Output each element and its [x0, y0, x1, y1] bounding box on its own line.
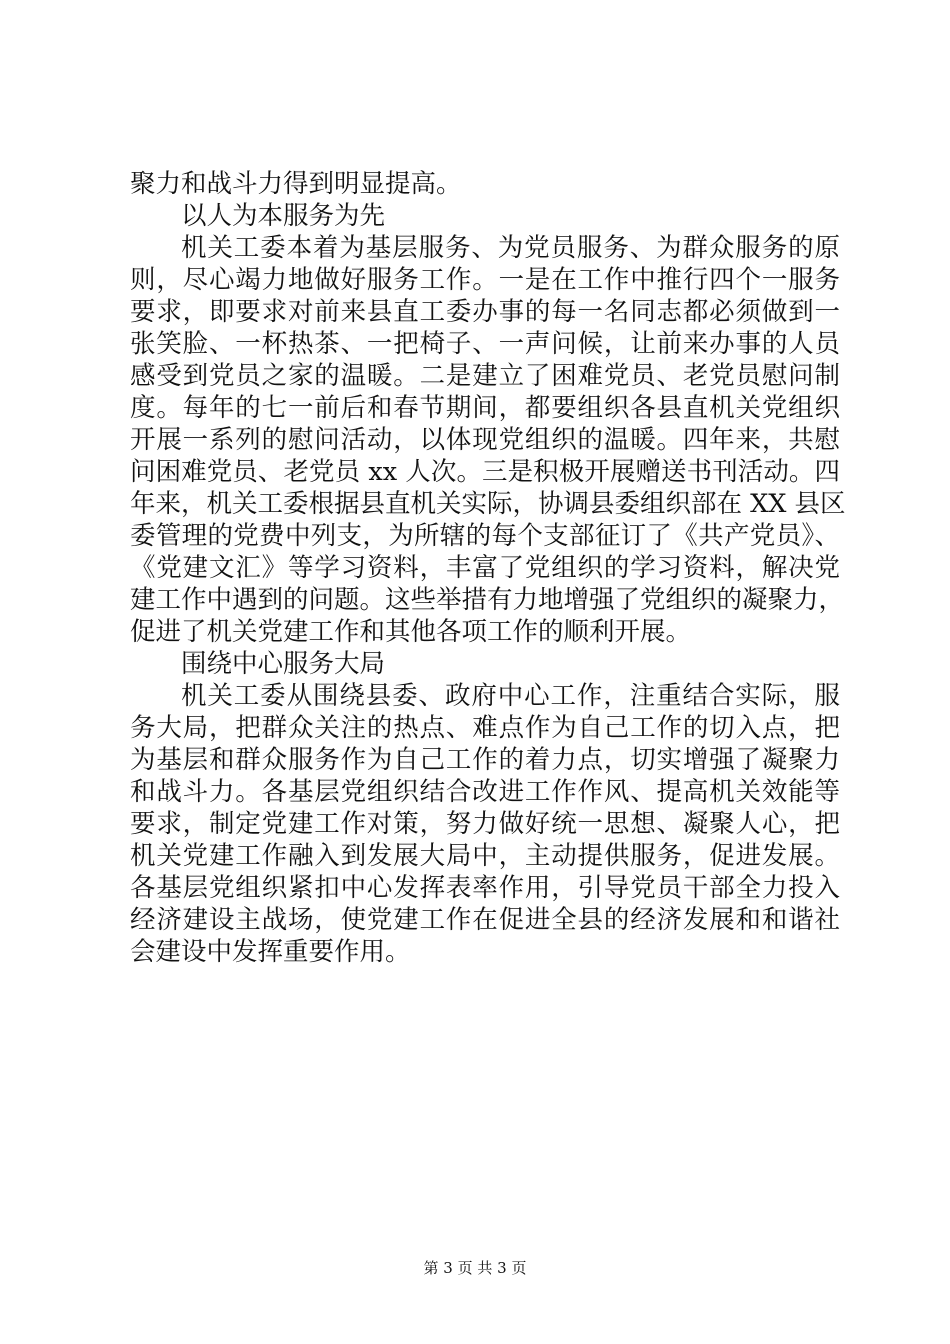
paragraph-line: 机关工委从围绕县委、政府中心工作，注重结合实际，服	[181, 681, 840, 711]
paragraph-line: 为基层和群众服务作为自己工作的着力点，切实增强了凝聚力	[130, 745, 840, 775]
paragraph-line: 问困难党员、老党员 xx 人次。三是积极开展赠送书刊活动。四	[130, 457, 840, 487]
paragraph-line: 年来，机关工委根据县直机关实际，协调县委组织部在 XX 县区	[130, 489, 846, 519]
paragraph-line: 要求，制定党建工作对策，努力做好统一思想、凝聚人心，把	[130, 809, 840, 839]
section-heading-center-service: 围绕中心服务大局	[181, 649, 386, 679]
paragraph-line: 各基层党组织紧扣中心发挥表率作用，引导党员干部全力投入	[130, 873, 840, 903]
document-body	[130, 168, 846, 968]
continuation-line: 聚力和战斗力得到明显提高。	[130, 169, 462, 199]
page-number: 第 3 页 共 3 页	[423, 1259, 527, 1277]
paragraph-line: 机关工委本着为基层服务、为党员服务、为群众服务的原	[181, 233, 840, 263]
paragraph-service	[130, 232, 846, 648]
paragraph-line: 张笑脸、一杯热茶、一把椅子、一声问候，让前来办事的人员	[130, 329, 840, 359]
paragraph-line: 促进了机关党建工作和其他各项工作的顺利开展。	[130, 617, 692, 647]
paragraph-line: 感受到党员之家的温暖。二是建立了困难党员、老党员慰问制	[130, 361, 840, 391]
paragraph-center	[130, 680, 840, 968]
page-footer	[0, 1258, 950, 1278]
section-heading-people-first: 以人为本服务为先	[181, 201, 386, 231]
paragraph-line: 度。每年的七一前后和春节期间，都要组织各县直机关党组织	[130, 393, 840, 423]
paragraph-line: 要求，即要求对前来县直工委办事的每一名同志都必须做到一	[130, 297, 840, 327]
paragraph-line: 则，尽心竭力地做好服务工作。一是在工作中推行四个一服务	[130, 265, 840, 295]
paragraph-line: 机关党建工作融入到发展大局中，主动提供服务，促进发展。	[130, 841, 840, 871]
paragraph-line: 务大局，把群众关注的热点、难点作为自己工作的切入点，把	[130, 713, 840, 743]
paragraph-line: 和战斗力。各基层党组织结合改进工作作风、提高机关效能等	[130, 777, 840, 807]
paragraph-line: 开展一系列的慰问活动，以体现党组织的温暖。四年来，共慰	[130, 425, 840, 455]
paragraph-line: 《党建文汇》等学习资料，丰富了党组织的学习资料，解决党	[130, 553, 840, 583]
paragraph-line: 经济建设主战场，使党建工作在促进全县的经济发展和和谐社	[130, 905, 840, 935]
paragraph-line: 建工作中遇到的问题。这些举措有力地增强了党组织的凝聚力，	[130, 585, 845, 615]
paragraph-line: 委管理的党费中列支，为所辖的每个支部征订了《共产党员》、	[130, 521, 840, 551]
paragraph-line: 会建设中发挥重要作用。	[130, 937, 411, 967]
